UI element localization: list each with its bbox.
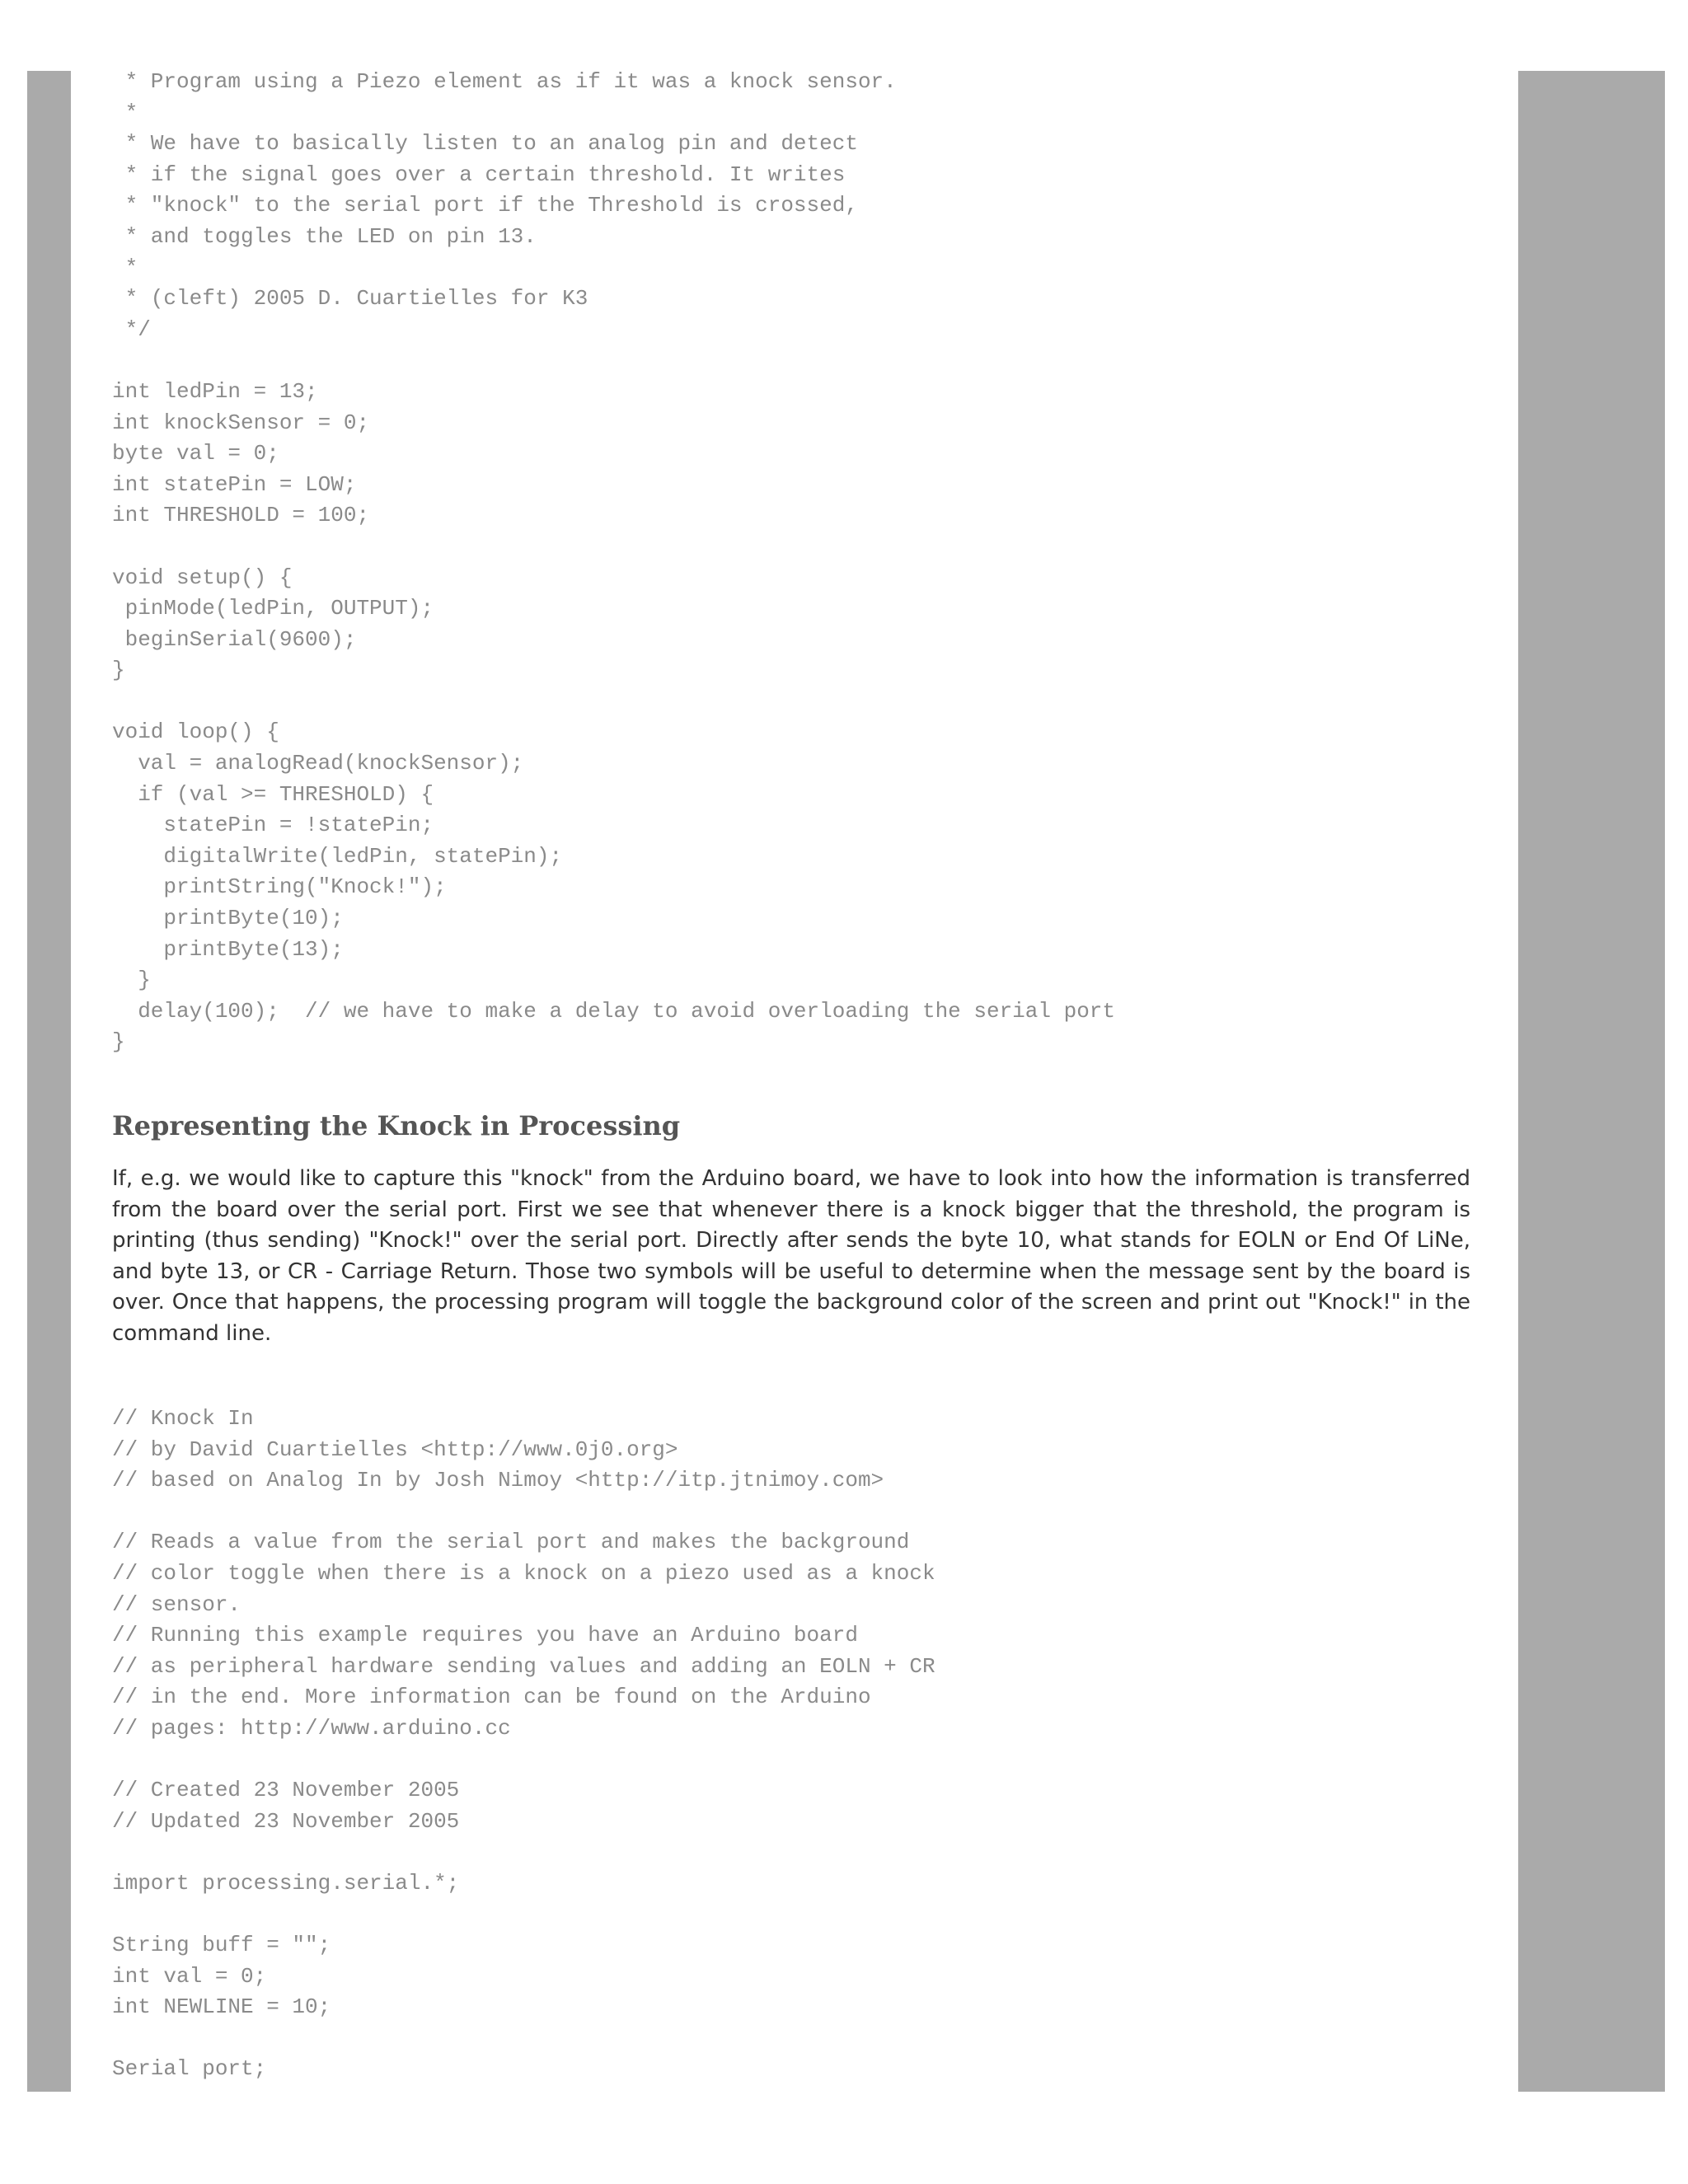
processing-code-block: // Knock In // by David Cuartielles <http://www.0j0.org> // based on Analog In by Josh Nimoy <http://itp.jtnimoy.com> // Reads a value from the serial port and makes the background // color toggle when there is a knock on a piezo used as a knock // sensor. // Running this example requires you have an Arduino board // as peripheral hardware sending values and adding an EOLN + CR // in the end. More information can be found on the Arduino // pages: http://www.arduino.cc // Created 23 November 2005 // Updated 23 November 2005 import processing.serial.*; String buff = ""; int val = 0; int NEWLINE = 10; Serial port;	[112, 1406, 935, 2082]
left-margin-bar	[27, 71, 71, 2092]
arduino-code-block: * Program using a Piezo element as if it was a knock sensor. * * We have to basically listen to an analog pin and detect * if the signal goes over a certain threshold. It writes * "knock" to the serial port if the Threshold is crossed, * and toggles the LED on pin 13. * * (cleft) 2005 D. Cuartielles for K3 */ int ledPin = 13; int knockSensor = 0; byte val = 0; int statePin = LOW; int THRESHOLD = 100; void setup() { pinMode(ledPin, OUTPUT); beginSerial(9600); } void loop() { val = analogRead(knockSensor); if (val >= THRESHOLD) { statePin = !statePin; digitalWrite(ledPin, statePin); printString("Knock!"); printByte(10); printByte(13); } delay(100); // we have to make a delay to avoid overloading the serial port }	[112, 69, 1115, 1055]
right-margin-bar	[1518, 71, 1665, 2092]
section-heading: Representing the Knock in Processing	[112, 1110, 681, 1141]
body-paragraph: If, e.g. we would like to capture this "knock" from the Arduino board, we have to look into how the information is transferred from the board over the serial port. First we see that whenever there is a knock bigger that the threshold, the program is printing (thus sending) "Knock!" over the serial port. Directly after sends the byte 10, what stands for EOLN or End Of LiNe, and byte 13, or CR - Carriage Return. Those two symbols will be useful to determine when the message sent by the board is over. Once that happens, the processing program will toggle the background color of the screen and print out "Knock!" in the command line.	[112, 1166, 1470, 1346]
